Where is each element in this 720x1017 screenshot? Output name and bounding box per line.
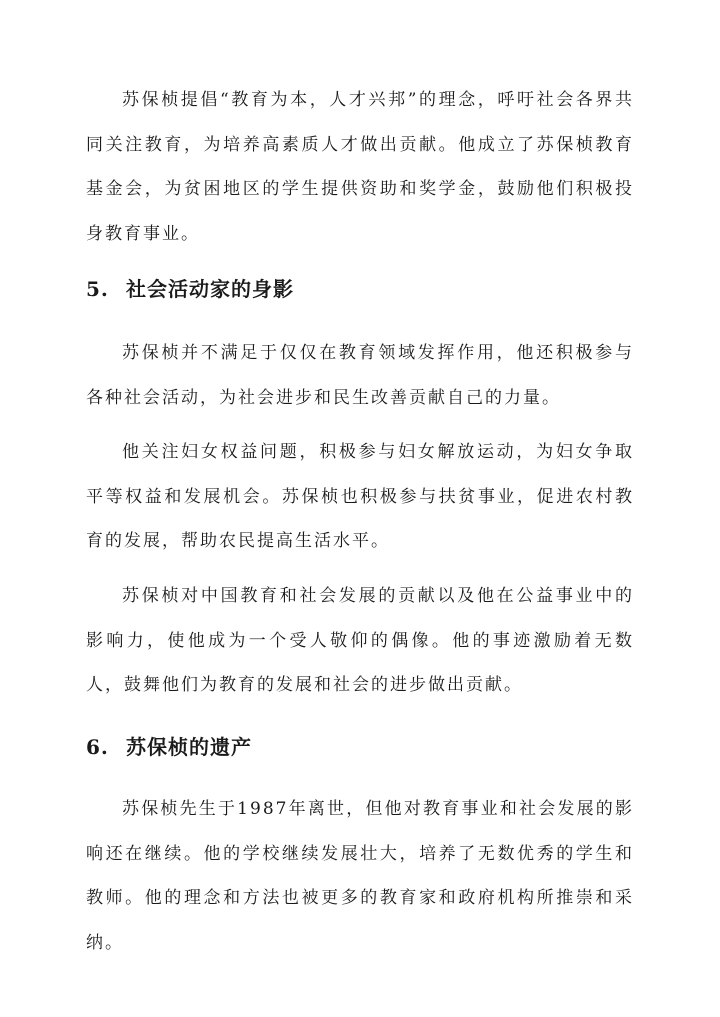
section-title: 社会活动家的身影 bbox=[126, 277, 294, 301]
paragraph: 苏保桢提倡“教育为本，人才兴邦”的理念，呼吁社会各界共同关注教育，为培养高素质人才做出贡献。他成立了苏保桢教育基金会，为贫困地区的学生提供资助和奖学金，鼓励他们积极投身教育事业。 bbox=[86, 90, 634, 244]
section-heading-6 bbox=[86, 732, 634, 762]
section-number: 6. bbox=[86, 735, 109, 759]
paragraph: 苏保桢并不满足于仅仅在教育领域发挥作用，他还积极参与各种社会活动，为社会进步和民生改善贡献自己的力量。 bbox=[86, 343, 634, 408]
paragraph: 苏保桢对中国教育和社会发展的贡献以及他在公益事业中的影响力，使他成为一个受人敬仰的偶像。他的事迹激励着无数人，鼓舞他们为教育的发展和社会的进步做出贡献。 bbox=[86, 586, 634, 695]
section-number: 5. bbox=[86, 277, 109, 301]
paragraph: 苏保桢先生于1987年离世，但他对教育事业和社会发展的影响还在继续。他的学校继续发展壮大，培养了无数优秀的学生和教师。他的理念和方法也被更多的教育家和政府机构所推崇和采纳。 bbox=[86, 799, 634, 953]
section-heading-5 bbox=[86, 274, 634, 304]
section-title: 苏保桢的遗产 bbox=[126, 735, 252, 759]
paragraph: 他关注妇女权益问题，积极参与妇女解放运动，为妇女争取平等权益和发展机会。苏保桢也积极参与扶贫事业，促进农村教育的发展，帮助农民提高生活水平。 bbox=[86, 442, 634, 551]
